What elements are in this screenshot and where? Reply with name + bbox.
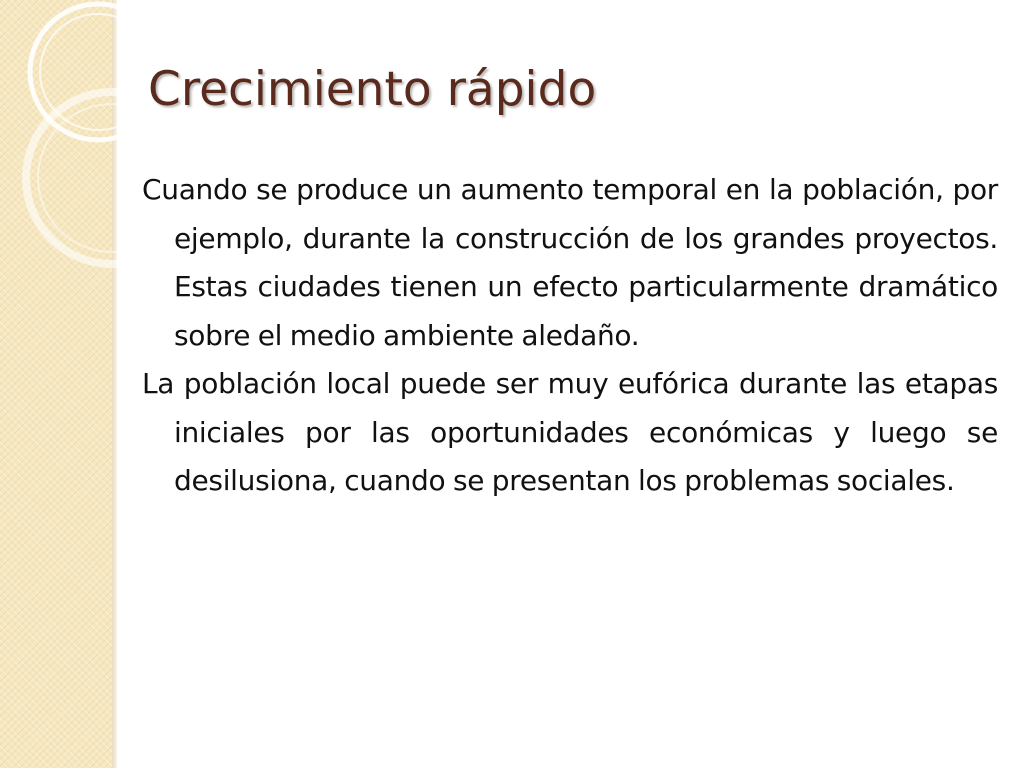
slide-title: Crecimiento rápido <box>148 62 597 117</box>
slide-body <box>142 166 998 506</box>
bullet-paragraph: La población local puede ser muy eufórica durante las etapas iniciales por las oportunidades económicas y luego se desilusiona, cuando se presentan los problemas sociales. <box>142 367 998 497</box>
bullet-paragraph: Cuando se produce un aumento temporal en la población, por ejemplo, durante la construcción de los grandes proyectos. Estas ciudades tienen un efecto particularmente dramático sobre el medio ambiente aledaño. <box>142 173 998 352</box>
